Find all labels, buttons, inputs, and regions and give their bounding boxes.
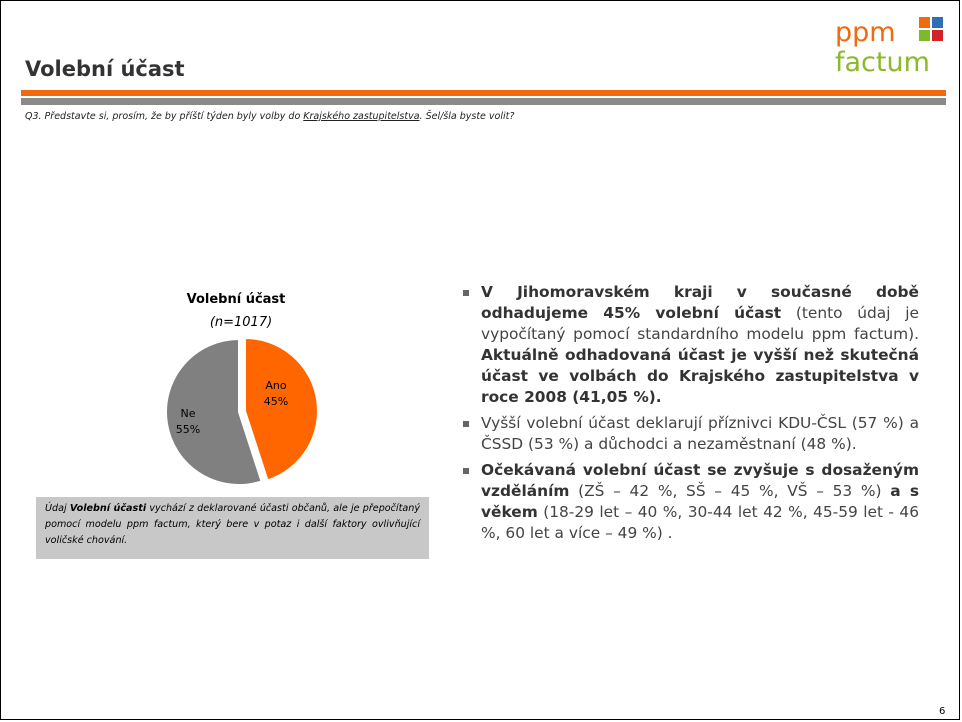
chart-subtitle: (n=1017) (209, 315, 273, 330)
bullet-square-icon (463, 421, 469, 427)
bullet-square-icon (463, 468, 469, 474)
pie-chart (151, 331, 331, 491)
pie-label-ano: Ano (265, 379, 287, 392)
finding-bullet (463, 460, 919, 544)
question-underlined: Krajského zastupitelstva (303, 111, 420, 122)
ppm-factum-logo (835, 15, 947, 77)
findings-list (463, 282, 919, 549)
note-bold: Volební účasti (69, 503, 147, 514)
pie-value-ano: 45% (263, 395, 289, 408)
chart-title: Volební účast (186, 292, 286, 307)
logo-square-orange (919, 17, 930, 28)
methodology-note (36, 497, 429, 559)
bullet-text-run: Vyšší volební účast deklarují příznivci KDU-ČSL (57 %) a ČSSD (53 %) a důchodci a nezaměstnaní (48 %). (481, 414, 919, 453)
bullet-text-run: (18-29 let – 40 %, 30-44 let 42 %, 45-59 let - 46 %, 60 let a více – 49 %) . (481, 503, 919, 542)
logo-text-ppm: ppm (835, 17, 896, 48)
finding-bullet (463, 282, 919, 408)
question-suffix: . Šel/šla byste volit? (419, 111, 515, 122)
logo-square-blue (932, 17, 943, 28)
page-number: 6 (939, 706, 946, 717)
page-title: Volební účast (25, 57, 185, 81)
pie-label-ne: Ne (180, 407, 196, 420)
bullet-text-run: (ZŠ – 42 %, SŠ – 45 %, VŠ – 53 %) (569, 482, 891, 500)
logo-square-green (919, 30, 930, 41)
pie-value-ne: 55% (175, 423, 201, 436)
pie-slice-ano (245, 338, 318, 480)
logo-text-factum: factum (835, 47, 930, 77)
survey-question (25, 111, 514, 122)
bullet-text-run: a s věkem (481, 482, 919, 521)
note-part2: vychází z deklarované účasti občanů, ale je přepočítaný pomocí modelu ppm factum, který bere v potaz i další faktory ovlivňující voličské chování. (45, 503, 420, 546)
bullet-text-run: Aktuálně odhadovaná účast je vyšší než skutečná účast ve volbách do Krajského zastupitelstva v roce 2008 (41,05 %). (481, 346, 919, 406)
bullet-square-icon (463, 290, 469, 296)
header-divider-gray (21, 98, 946, 105)
note-part1: Údaj (45, 503, 70, 514)
bullet-text-run: Očekávaná volební účast se zvyšuje s dosaženým vzděláním (481, 461, 919, 500)
bullet-text-run: V Jihomoravském kraji v současné době odhadujeme 45% volební účast (481, 283, 919, 322)
header-divider-orange (21, 90, 946, 96)
bullet-text-run: (tento údaj je vypočítaný pomocí standardního modelu ppm factum). (481, 304, 919, 343)
finding-bullet (463, 413, 919, 455)
logo-square-red (932, 30, 943, 41)
question-prefix: Q3. Představte si, prosím, že by příští týden byly volby do (25, 111, 304, 122)
